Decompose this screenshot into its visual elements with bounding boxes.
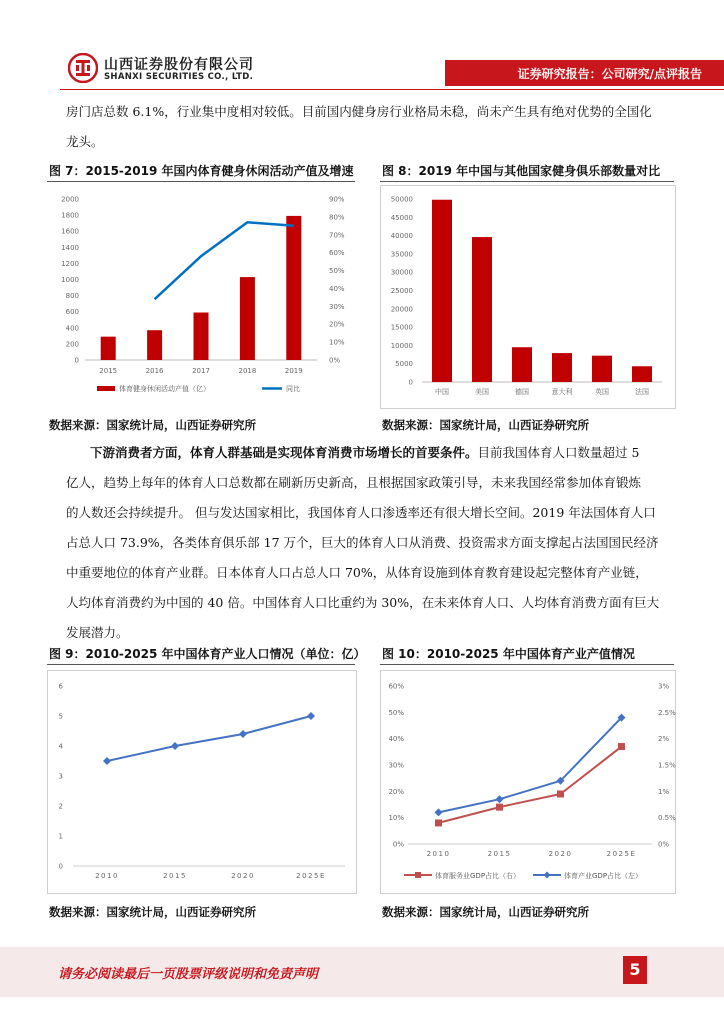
company-name-cn: 山西证券股份有限公司 bbox=[104, 57, 254, 73]
figure-10-title: 图 10：2010-2025 年中国体育产业产值情况 bbox=[382, 647, 635, 661]
y-right-tick-label: 0% bbox=[658, 840, 670, 849]
y-left-tick-label: 200 bbox=[65, 340, 79, 349]
y-tick-label: 25000 bbox=[390, 287, 413, 295]
x-tick-label: 2025E bbox=[296, 872, 326, 880]
bar bbox=[432, 200, 452, 382]
y-tick-label: 15000 bbox=[390, 323, 413, 332]
y-left-tick-label: 0% bbox=[392, 840, 404, 849]
x-tick-label: 2015 bbox=[99, 367, 118, 375]
paragraph-line bbox=[66, 438, 664, 468]
legend-label: 同比 bbox=[286, 385, 300, 393]
bar bbox=[101, 337, 116, 360]
y-right-tick-label: 20% bbox=[329, 320, 345, 329]
y-tick-label: 40000 bbox=[390, 232, 413, 241]
legend-marker bbox=[544, 872, 551, 879]
y-right-tick-label: 0% bbox=[329, 356, 341, 365]
figure-10-source: 数据来源：国家统计局，山西证券研究所 bbox=[382, 905, 589, 919]
bar bbox=[552, 353, 572, 382]
y-left-tick-label: 2000 bbox=[61, 195, 79, 204]
x-tick-label: 中国 bbox=[435, 388, 449, 396]
y-tick-label: 20000 bbox=[390, 305, 413, 314]
x-tick-label: 2017 bbox=[192, 367, 210, 375]
figure-7-title: 图 7：2015-2019 年国内体育健身休闲活动产值及增速 bbox=[49, 164, 354, 178]
bar bbox=[632, 366, 652, 382]
y-tick-label: 6 bbox=[58, 682, 63, 691]
data-point bbox=[496, 804, 503, 811]
y-left-tick-label: 50% bbox=[388, 708, 404, 717]
figure-9-chart bbox=[47, 670, 357, 894]
paragraph-line-rest: 目前我国体育人口数量超过 5 bbox=[477, 445, 640, 460]
legend-marker bbox=[415, 872, 421, 878]
x-tick-label: 意大利 bbox=[551, 388, 573, 396]
figure-7-rule bbox=[47, 181, 355, 182]
y-right-tick-label: 2.5% bbox=[658, 708, 676, 717]
paragraph-lead-bold: 下游消费者方面，体育人群基础是实现体育消费市场增长的首要条件。 bbox=[90, 445, 478, 460]
x-tick-label: 2020 bbox=[548, 850, 573, 858]
page-header bbox=[0, 0, 724, 92]
y-tick-label: 1 bbox=[58, 832, 63, 841]
x-tick-label: 德国 bbox=[515, 388, 529, 396]
y-left-tick-label: 60% bbox=[388, 682, 404, 691]
y-right-tick-label: 60% bbox=[329, 249, 345, 258]
figure-7-chart bbox=[47, 185, 355, 410]
y-right-tick-label: 1% bbox=[658, 787, 670, 796]
y-left-tick-label: 800 bbox=[65, 292, 79, 301]
figure-8-title: 图 8：2019 年中国与其他国家健身俱乐部数量对比 bbox=[382, 164, 661, 178]
y-right-tick-label: 0.5% bbox=[658, 814, 676, 823]
series-line bbox=[439, 747, 622, 823]
bar bbox=[194, 313, 209, 360]
x-tick-label: 2020 bbox=[231, 872, 255, 880]
y-left-tick-label: 1400 bbox=[61, 243, 79, 252]
x-tick-label: 英国 bbox=[595, 388, 609, 396]
legend-swatch bbox=[97, 386, 115, 391]
y-right-tick-label: 10% bbox=[329, 338, 345, 347]
x-tick-label: 2015 bbox=[163, 872, 187, 880]
legend-label: 体育健身休闲活动产值（亿） bbox=[119, 385, 210, 393]
y-right-tick-label: 50% bbox=[329, 267, 345, 276]
y-tick-label: 50000 bbox=[390, 195, 413, 204]
x-tick-label: 2019 bbox=[284, 367, 303, 375]
data-point bbox=[435, 819, 442, 826]
y-left-tick-label: 1200 bbox=[61, 259, 79, 268]
paragraph-line: 亿人，趋势上每年的体育人口总数都在刷新历史新高，且根据国家政策引导，未来我国经常参加体育锻炼 bbox=[66, 475, 642, 490]
paragraph-line: 中重要地位的体育产业群。日本体育人口占总人口 70%，从体育设施到体育教育建设起完整体育产业链， bbox=[66, 565, 648, 580]
paragraph-line: 龙头。 bbox=[66, 134, 104, 149]
x-tick-label: 2010 bbox=[95, 872, 119, 880]
bar bbox=[512, 347, 532, 382]
y-tick-label: 5000 bbox=[395, 360, 413, 369]
y-left-tick-label: 1600 bbox=[61, 227, 79, 236]
y-tick-label: 35000 bbox=[390, 250, 413, 259]
y-left-tick-label: 600 bbox=[65, 308, 79, 317]
y-right-tick-label: 80% bbox=[329, 213, 345, 222]
figure-8-source: 数据来源：国家统计局，山西证券研究所 bbox=[382, 418, 589, 432]
data-point bbox=[103, 757, 111, 765]
y-tick-label: 0 bbox=[58, 862, 63, 871]
figure-9-source: 数据来源：国家统计局，山西证券研究所 bbox=[49, 905, 256, 919]
data-point bbox=[239, 730, 247, 738]
legend-label: 体育产业GDP占比（左） bbox=[564, 872, 643, 880]
x-tick-label: 2010 bbox=[426, 850, 451, 858]
report-type-label: 证券研究报告：公司研究/点评报告 bbox=[517, 67, 702, 81]
paragraph-line: 占总人口 73.9%，各类体育俱乐部 17 万个，巨大的体育人口从消费、投资需求方面支撑起占法国国民经济 bbox=[66, 535, 659, 550]
y-right-tick-label: 90% bbox=[329, 195, 345, 204]
y-tick-label: 0 bbox=[408, 378, 413, 387]
y-tick-label: 45000 bbox=[390, 213, 413, 222]
series-line bbox=[439, 718, 622, 813]
y-right-tick-label: 70% bbox=[329, 231, 345, 240]
data-point bbox=[435, 808, 443, 816]
header-divider bbox=[60, 89, 724, 90]
y-tick-label: 3 bbox=[58, 772, 63, 781]
y-left-tick-label: 1000 bbox=[61, 276, 79, 284]
paragraph-line: 发展潜力。 bbox=[66, 625, 129, 640]
y-left-tick-label: 30% bbox=[388, 761, 404, 770]
y-left-tick-label: 10% bbox=[388, 814, 404, 823]
x-tick-label: 2025E bbox=[606, 850, 637, 858]
y-right-tick-label: 30% bbox=[329, 302, 345, 311]
y-left-tick-label: 0 bbox=[74, 356, 79, 365]
figure-10-rule bbox=[380, 664, 674, 665]
body-paragraph bbox=[66, 438, 664, 648]
page-number: 5 bbox=[623, 956, 647, 984]
y-right-tick-label: 1.5% bbox=[658, 761, 676, 770]
y-tick-label: 2 bbox=[58, 802, 63, 811]
data-point bbox=[618, 743, 625, 750]
bar bbox=[240, 277, 255, 360]
series-line bbox=[107, 716, 311, 761]
paragraph-line: 人均体育消费约为中国的 40 倍。中国体育人口比重约为 30%，在未来体育人口、人均体育消费方面有巨大 bbox=[66, 595, 660, 610]
data-point bbox=[557, 790, 564, 797]
data-point bbox=[307, 712, 315, 720]
x-tick-label: 法国 bbox=[635, 388, 649, 396]
series-line bbox=[155, 222, 294, 299]
y-right-tick-label: 2% bbox=[658, 735, 670, 744]
y-left-tick-label: 40% bbox=[388, 735, 404, 744]
legend-label: 体育服务业GDP占比（右） bbox=[435, 872, 521, 880]
figure-8-chart bbox=[380, 185, 676, 409]
y-tick-label: 5 bbox=[58, 712, 63, 721]
data-point bbox=[171, 742, 179, 750]
figure-7-source: 数据来源：国家统计局，山西证券研究所 bbox=[49, 418, 256, 432]
y-tick-label: 4 bbox=[58, 742, 63, 751]
y-right-tick-label: 3% bbox=[658, 682, 670, 691]
bar bbox=[286, 216, 301, 360]
report-type-banner bbox=[445, 60, 724, 86]
figure-9-rule bbox=[47, 664, 355, 665]
bar bbox=[147, 330, 162, 360]
y-right-tick-label: 40% bbox=[329, 284, 345, 293]
x-tick-label: 2018 bbox=[238, 367, 257, 375]
y-tick-label: 30000 bbox=[390, 268, 413, 277]
paragraph-line: 的人数还会持续提升。 但与发达国家相比，我国体育人口渗透率还有很大增长空间。2019 年法国体育人口 bbox=[66, 505, 656, 520]
bar bbox=[592, 356, 612, 382]
x-tick-label: 2015 bbox=[487, 850, 512, 858]
company-logo-icon bbox=[68, 53, 98, 83]
y-left-tick-label: 400 bbox=[65, 324, 79, 333]
bar bbox=[472, 237, 492, 382]
x-tick-label: 2016 bbox=[145, 367, 164, 375]
figure-8-rule bbox=[380, 181, 674, 182]
y-left-tick-label: 20% bbox=[388, 787, 404, 796]
page-footer bbox=[0, 947, 724, 997]
figure-10-chart bbox=[380, 670, 676, 894]
y-left-tick-label: 1800 bbox=[61, 211, 79, 220]
disclaimer-notice: 请务必阅读最后一页股票评级说明和免责声明 bbox=[58, 967, 319, 982]
figure-9-title: 图 9：2010-2025 年中国体育产业人口情况（单位：亿） bbox=[49, 647, 366, 661]
data-point bbox=[496, 795, 504, 803]
x-tick-label: 美国 bbox=[475, 388, 489, 396]
intro-paragraph bbox=[66, 97, 664, 157]
company-name-en: SHANXI SECURITIES CO., LTD. bbox=[104, 72, 254, 82]
paragraph-line: 房门店总数 6.1%，行业集中度相对较低。目前国内健身房行业格局未稳，尚未产生具有绝对优势的全国化 bbox=[66, 104, 652, 119]
y-tick-label: 10000 bbox=[390, 341, 413, 350]
